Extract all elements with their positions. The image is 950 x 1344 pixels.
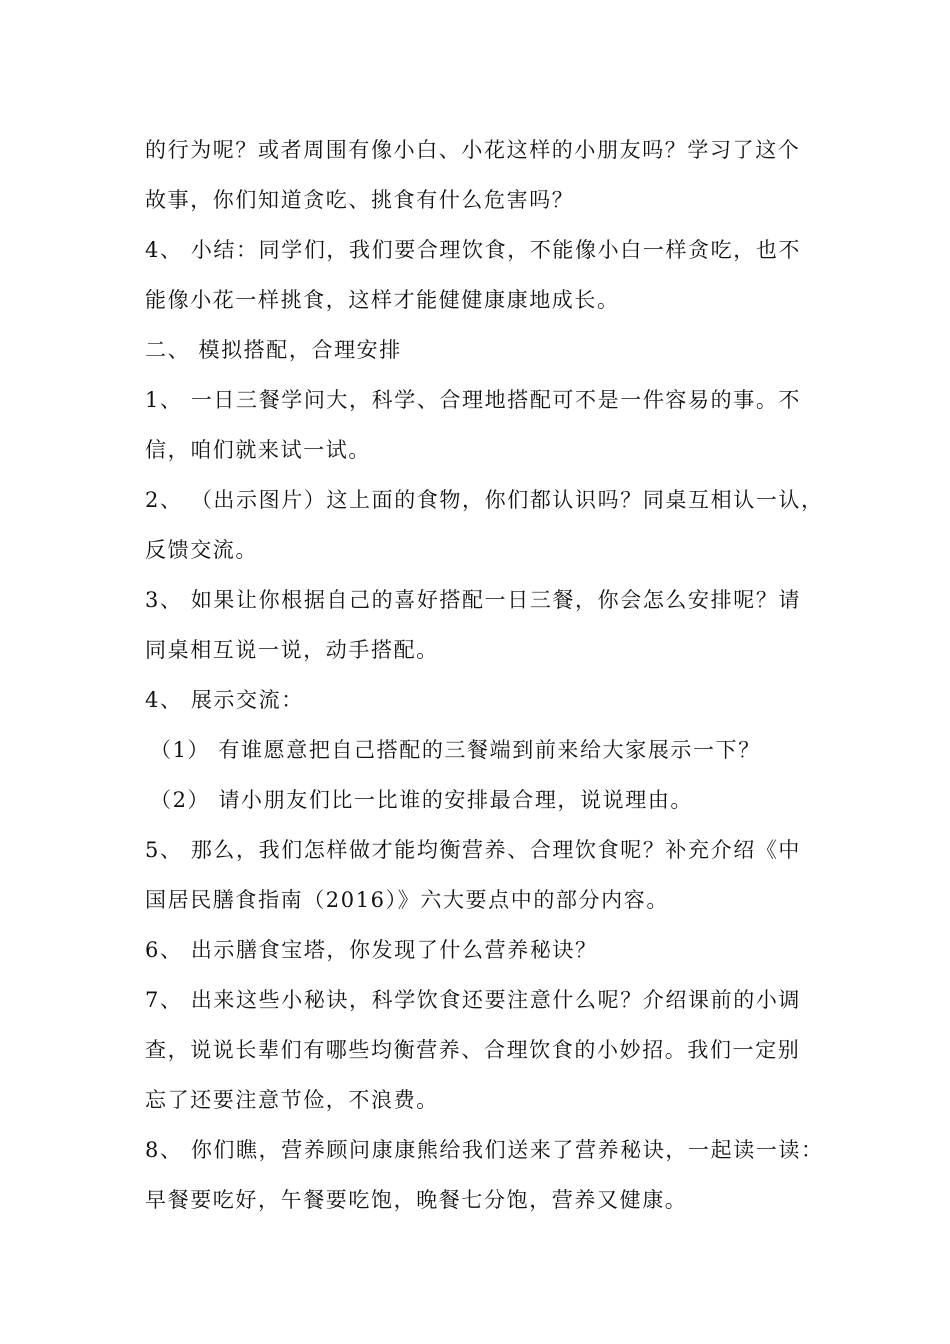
text-line: 故事，你们知道贪吃、挑食有什么危害吗？: [145, 188, 575, 212]
text-line: 反馈交流。: [145, 538, 258, 562]
text-line: （2） 请小朋友们比一比谁的安排最合理，说说理由。: [150, 788, 694, 812]
text-line: 的行为呢？或者周围有像小白、小花这样的小朋友吗？学习了这个: [145, 138, 801, 162]
text-line: 国居民膳食指南（2016）》六大要点中的部分内容。: [145, 888, 669, 912]
text-line: 同桌相互说一说，动手搭配。: [145, 638, 439, 662]
text-line: （1） 有谁愿意把自己搭配的三餐端到前来给大家展示一下？: [150, 738, 761, 762]
text-line: 7、 出来这些小秘诀，科学饮食还要注意什么呢？介绍课前的小调: [145, 988, 802, 1012]
text-line: 2、 （出示图片）这上面的食物，你们都认识吗？同桌互相认一认，: [145, 488, 824, 512]
text-line: 1、 一日三餐学问大，科学、合理地搭配可不是一件容易的事。不: [145, 388, 802, 412]
text-line: 4、 展示交流：: [145, 688, 304, 712]
text-line: 忘了还要注意节俭，不浪费。: [145, 1088, 439, 1112]
text-line: 查，说说长辈们有哪些均衡营养、合理饮食的小妙招。我们一定别: [145, 1038, 801, 1062]
text-line: 4、 小结：同学们，我们要合理饮食，不能像小白一样贪吃，也不: [145, 238, 802, 262]
text-line: 能像小花一样挑食，这样才能健健康康地成长。: [145, 288, 620, 312]
text-line: 信，咱们就来试一试。: [145, 438, 371, 462]
text-line: 8、 你们瞧，营养顾问康康熊给我们送来了营养秘诀，一起读一读：: [145, 1138, 824, 1162]
section-heading: 二、 模拟搭配，合理安排: [145, 338, 402, 362]
text-line: 6、 出示膳食宝塔，你发现了什么营养秘诀？: [145, 938, 598, 962]
text-line: 早餐要吃好，午餐要吃饱，晚餐七分饱，营养又健康。: [145, 1188, 688, 1212]
text-line: 3、 如果让你根据自己的喜好搭配一日三餐，你会怎么安排呢？请: [145, 588, 802, 612]
text-line: 5、 那么，我们怎样做才能均衡营养、合理饮食呢？补充介绍《中: [145, 838, 802, 862]
